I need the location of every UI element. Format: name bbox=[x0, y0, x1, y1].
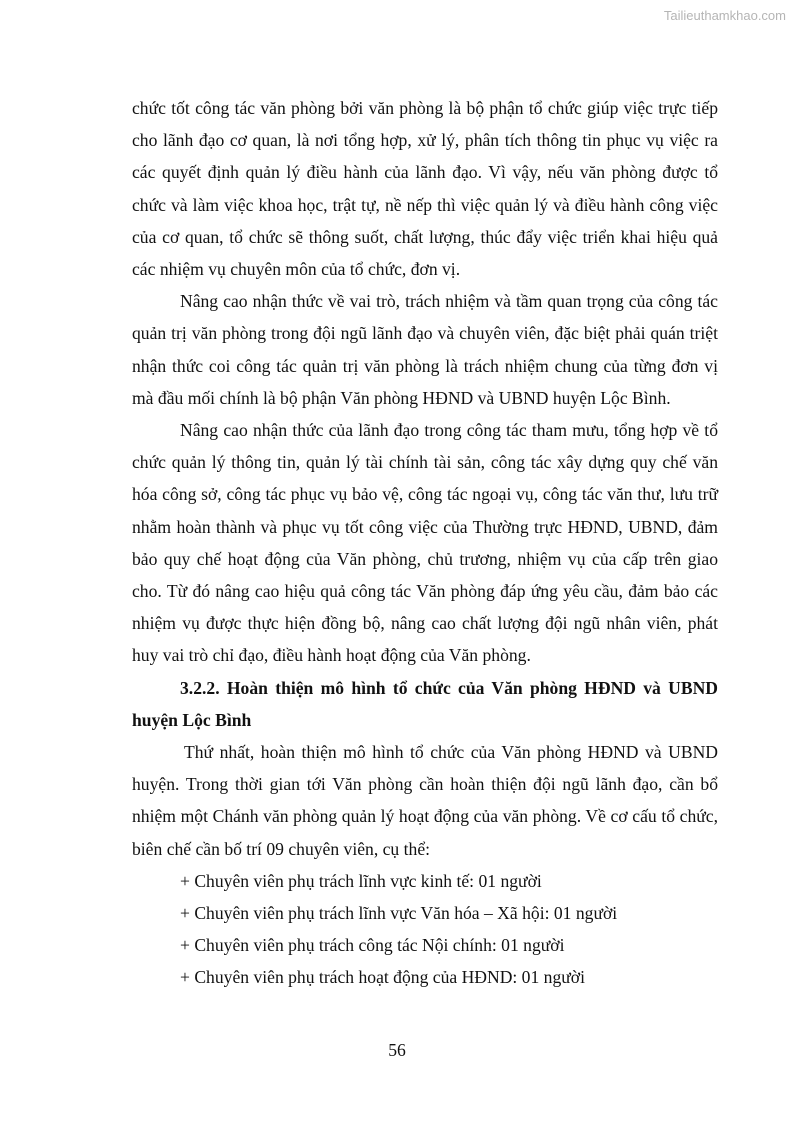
document-body bbox=[132, 92, 718, 994]
section-heading: 3.2.2. Hoàn thiện mô hình tổ chức của Văn phòng HĐND và UBND huyện Lộc Bình bbox=[132, 677, 718, 730]
list-item: + Chuyên viên phụ trách hoạt động của HĐND: 01 người bbox=[180, 967, 585, 988]
staff-list bbox=[132, 865, 718, 994]
list-item: + Chuyên viên phụ trách lĩnh vực Văn hóa – Xã hội: 01 người bbox=[180, 903, 618, 924]
page-number: 56 bbox=[388, 1040, 406, 1060]
paragraph-awareness-role: Nâng cao nhận thức về vai trò, trách nhiệm và tầm quan trọng của công tác quản trị văn phòng trong đội ngũ lãnh đạo và chuyên viên, đặc biệt phải quán triệt nhận thức coi công tác quản trị văn phòng là trách nhiệm chung của từng đơn vị mà đầu mối chính là bộ phận Văn phòng HĐND và UBND huyện Lộc Bình. bbox=[132, 291, 718, 408]
list-item: + Chuyên viên phụ trách lĩnh vực kinh tế: 01 người bbox=[180, 870, 542, 891]
paragraph-office-role: chức tốt công tác văn phòng bởi văn phòng là bộ phận tổ chức giúp việc trực tiếp cho lãnh đạo cơ quan, là nơi tổng hợp, xử lý, phân tích thông tin phục vụ việc ra các quyết định quản lý điều hành của lãnh đạo. Vì vậy, nếu văn phòng được tổ chức và làm việc khoa học, trật tự, nề nếp thì việc quản lý và điều hành công việc của cơ quan, tổ chức sẽ thông suốt, chất lượng, thúc đẩy việc triển khai hiệu quả các nhiệm vụ chuyên môn của tổ chức, đơn vị. bbox=[132, 98, 718, 280]
watermark-text: Tailieuthamkhao.com bbox=[663, 8, 786, 23]
list-item: + Chuyên viên phụ trách công tác Nội chính: 01 người bbox=[180, 935, 565, 956]
paragraph-awareness-leadership: Nâng cao nhận thức của lãnh đạo trong công tác tham mưu, tổng hợp về tổ chức quản lý thông tin, quản lý tài chính tài sản, công tác xây dựng quy chế văn hóa công sở, công tác phục vụ bảo vệ, công tác ngoại vụ, công tác văn thư, lưu trữ nhằm hoàn thành và phục vụ tốt công việc của Thường trực HĐND, UBND, đảm bảo quy chế hoạt động của Văn phòng, chủ trương, nhiệm vụ của cấp trên giao cho. Từ đó nâng cao hiệu quả công tác Văn phòng đáp ứng yêu cầu, đảm bảo các nhiệm vụ được thực hiện đồng bộ, nâng cao chất lượng đội ngũ nhân viên, phát huy vai trò chỉ đạo, điều hành hoạt động của Văn phòng. bbox=[132, 420, 718, 666]
paragraph-org-model: Thứ nhất, hoàn thiện mô hình tổ chức của Văn phòng HĐND và UBND huyện. Trong thời gian tới Văn phòng cần hoàn thiện đội ngũ lãnh đạo, cần bổ nhiệm một Chánh văn phòng quản lý hoạt động của văn phòng. Về cơ cấu tổ chức, biên chế cần bố trí 09 chuyên viên, cụ thể: bbox=[132, 742, 718, 859]
